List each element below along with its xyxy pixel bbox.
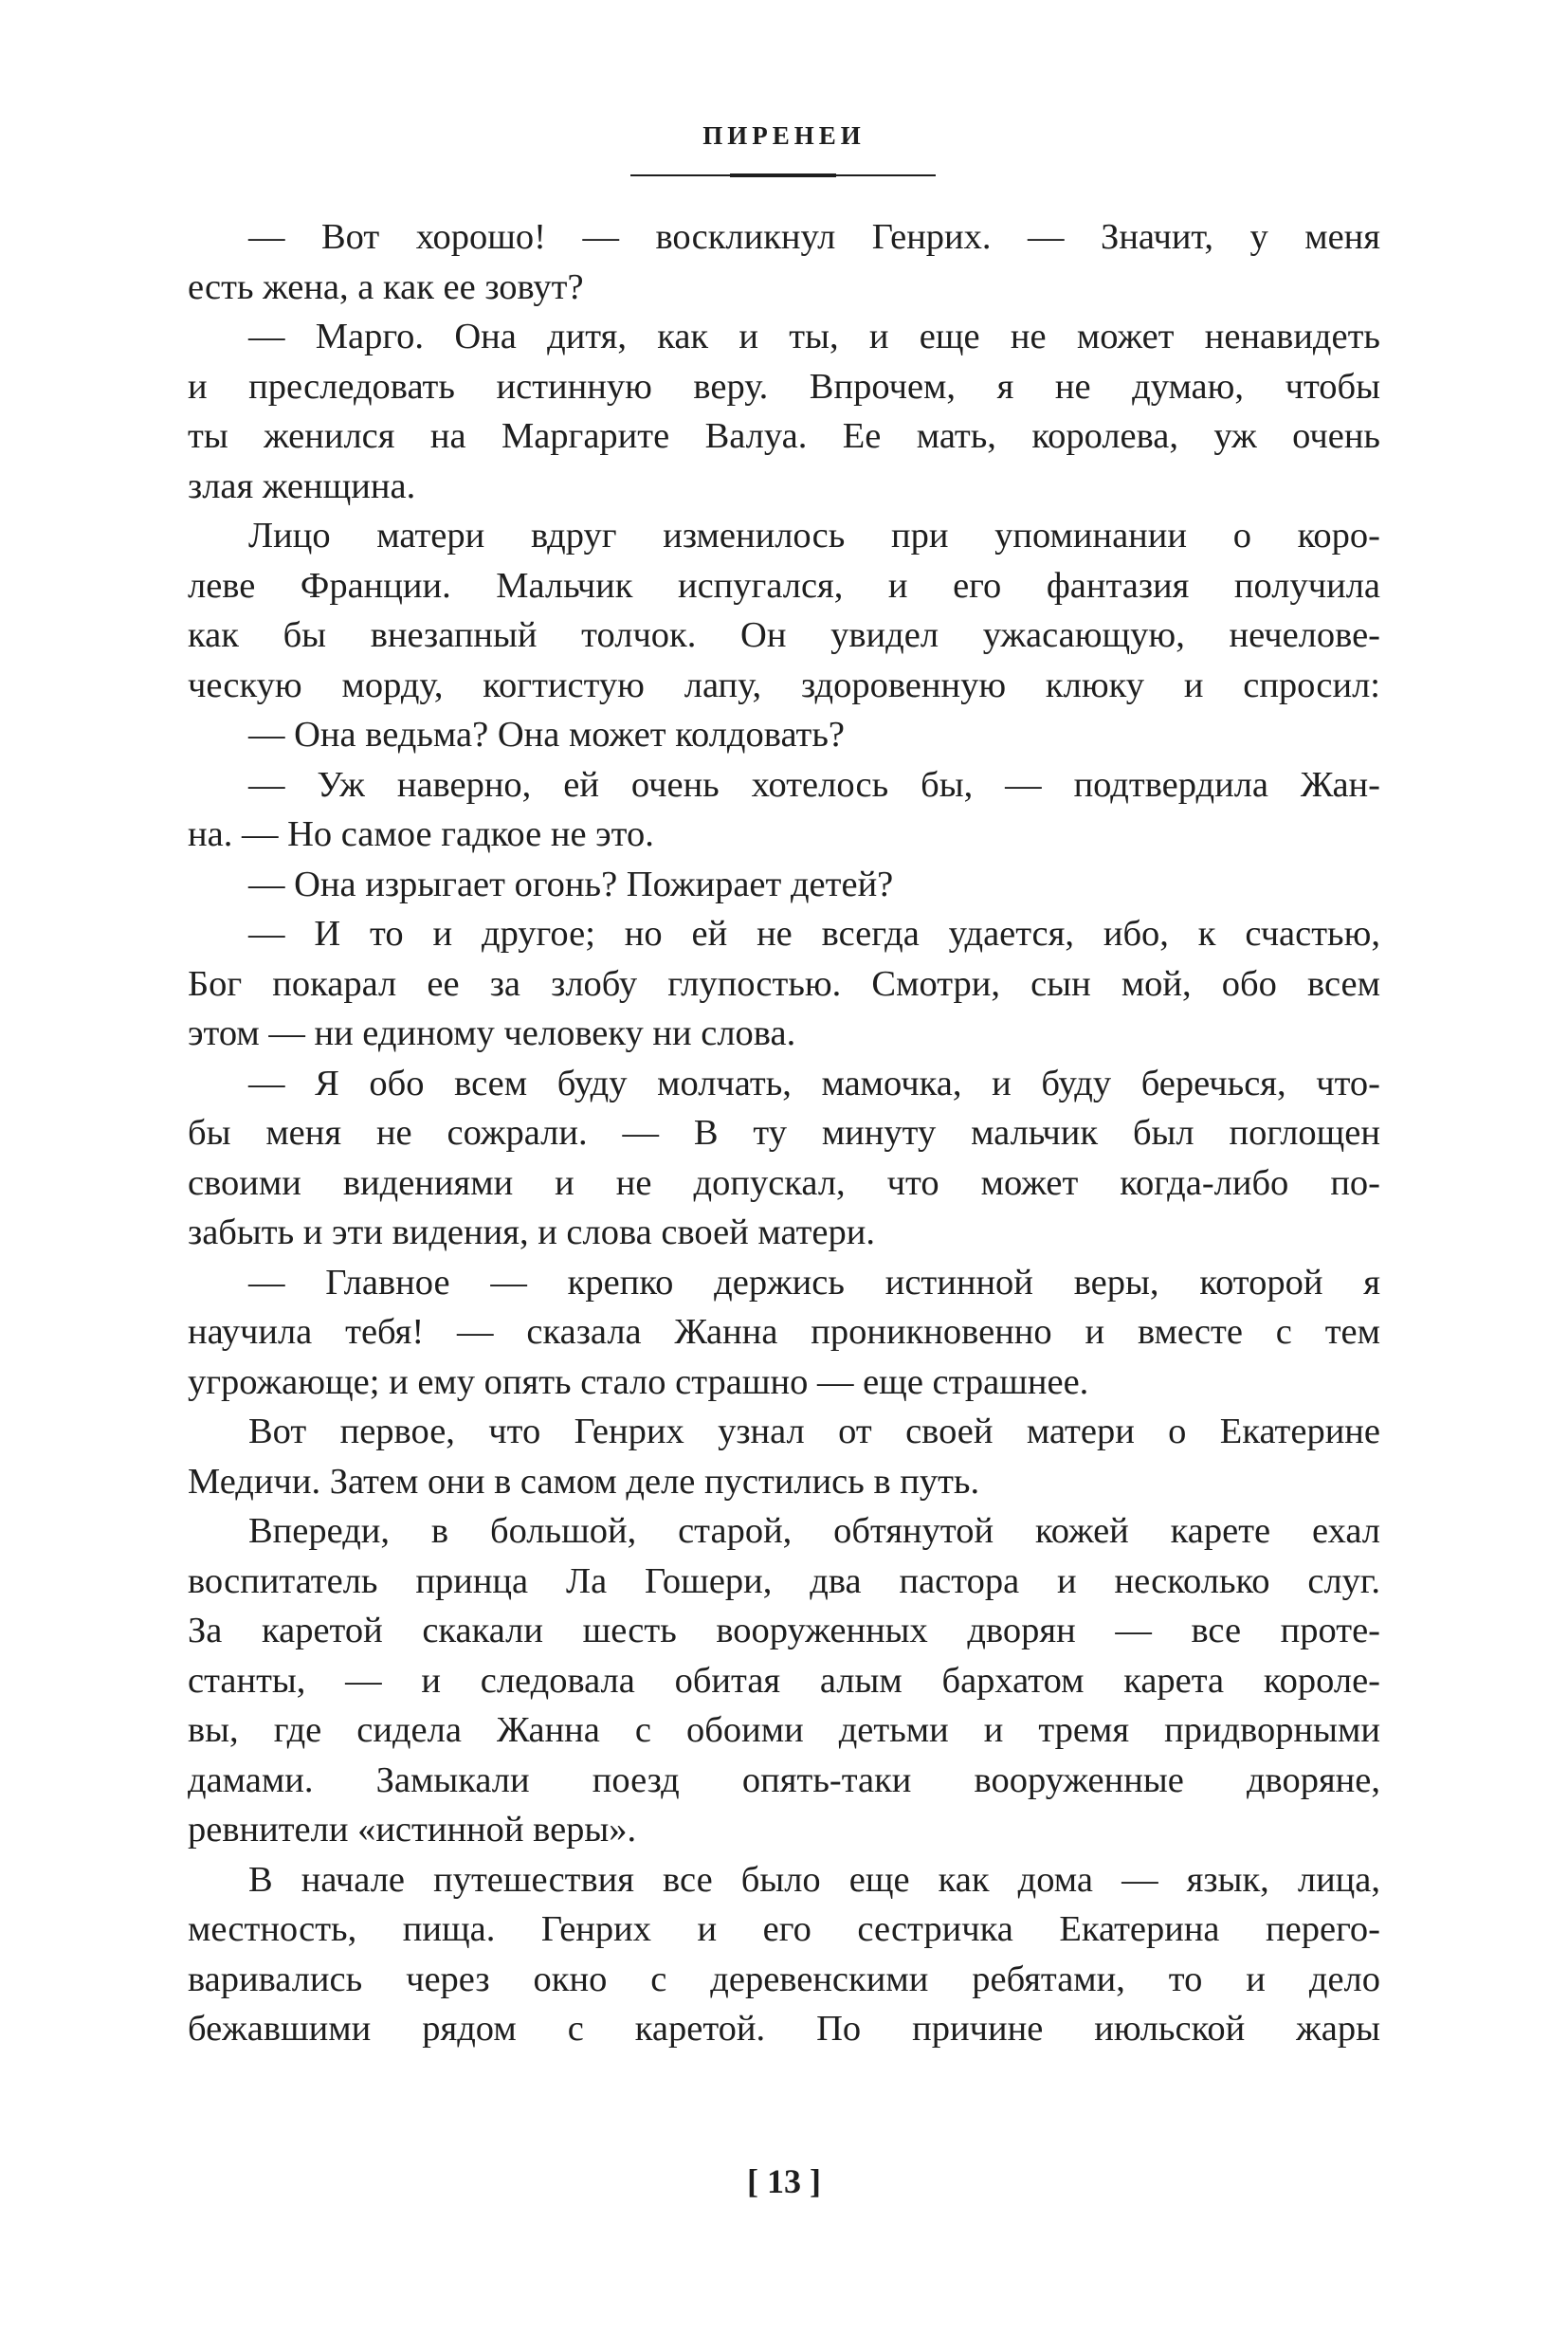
- text-line: За каретой скакали шесть вооруженных дворян — все проте-: [188, 1611, 1380, 1650]
- text-line: как бы внезапный толчок. Он увидел ужасающую, нечелове-: [188, 615, 1380, 655]
- text-line: местность, пища. Генрих и его сестричка Екатерина перего-: [188, 1909, 1380, 1949]
- text-line: злая женщина.: [188, 465, 416, 506]
- text-line: на. — Но самое гадкое не это.: [188, 814, 654, 854]
- text-line: станты, — и следовала обитая алым бархатом карета короле-: [188, 1660, 1380, 1701]
- text-line: есть жена, а как ее зовут?: [188, 266, 584, 307]
- text-line: — Главное — крепко держись истинной веры, которой я: [248, 1262, 1380, 1303]
- text-line: забыть и эти видения, и слова своей матери.: [188, 1212, 875, 1252]
- text-line: научила тебя! — сказала Жанна проникновенно и вместе с тем: [188, 1312, 1380, 1352]
- text-line: — Она изрыгает огонь? Пожирает детей?: [248, 864, 894, 904]
- text-line: — Я обо всем буду молчать, мамочка, и буду беречься, что-: [248, 1063, 1380, 1103]
- text-line: бы меня не сожрали. — В ту минуту мальчик был поглощен: [188, 1113, 1380, 1153]
- text-line: варивались через окно с деревенскими ребятами, то и дело: [188, 1959, 1380, 1999]
- text-line: — Уж наверно, ей очень хотелось бы, — подтвердила Жан-: [248, 764, 1380, 805]
- text-line: Лицо матери вдруг изменилось при упоминании о коро-: [248, 516, 1380, 556]
- text-line: В начале путешествия все было еще как дома — язык, лица,: [248, 1859, 1380, 1900]
- text-line: — Вот хорошо! — воскликнул Генрих. — Значит, у меня: [248, 217, 1380, 257]
- text-line: Впереди, в большой, старой, обтянутой кожей карете ехал: [248, 1511, 1380, 1551]
- text-line: бежавшими рядом с каретой. По причине июльской жары: [188, 2009, 1380, 2049]
- text-line: Медичи. Затем они в самом деле пустились в путь.: [188, 1461, 980, 1502]
- text-line: Бог покарал ее за злобу глупостью. Смотри, сын мой, обо всем: [188, 963, 1380, 1004]
- running-head-rule-accent: [730, 173, 836, 177]
- running-head: ПИРЕНЕИ: [702, 121, 866, 150]
- text-line: ревнители «истинной веры».: [188, 1810, 637, 1850]
- text-line: этом — ни единому человеку ни слова.: [188, 1013, 796, 1053]
- text-line: вы, где сидела Жанна с обоими детьми и тремя придворными: [188, 1710, 1380, 1750]
- text-line: — Марго. Она дитя, как и ты, и еще не может ненавидеть: [248, 317, 1380, 356]
- text-line: дамами. Замыкали поезд опять-таки вооруженные дворяне,: [188, 1759, 1380, 1800]
- text-line: — Она ведьма? Она может колдовать?: [248, 715, 846, 755]
- text-line: ческую морду, когтистую лапу, здоровенную клюку и спросил:: [188, 665, 1380, 705]
- text-line: и преследовать истинную веру. Впрочем, я не думаю, чтобы: [188, 366, 1380, 407]
- text-line: — И то и другое; но ей не всегда удается, ибо, к счастью,: [248, 914, 1380, 954]
- text-line: ты женился на Маргарите Валуа. Ее мать, королева, уж очень: [188, 416, 1380, 456]
- text-line: леве Франции. Мальчик испугался, и его фантазия получила: [188, 565, 1380, 606]
- text-line: Вот первое, что Генрих узнал от своей матери о Екатерине: [248, 1412, 1380, 1451]
- text-line: своими видениями и не допускал, что может когда-либо по-: [188, 1162, 1380, 1203]
- body-text: [188, 212, 1380, 2054]
- page-number: [ 13 ]: [747, 2162, 821, 2200]
- text-line: воспитатель принца Ла Гошери, два пастора и несколько слуг.: [188, 1560, 1380, 1601]
- text-line: угрожающе; и ему опять стало страшно — еще страшнее.: [188, 1361, 1089, 1402]
